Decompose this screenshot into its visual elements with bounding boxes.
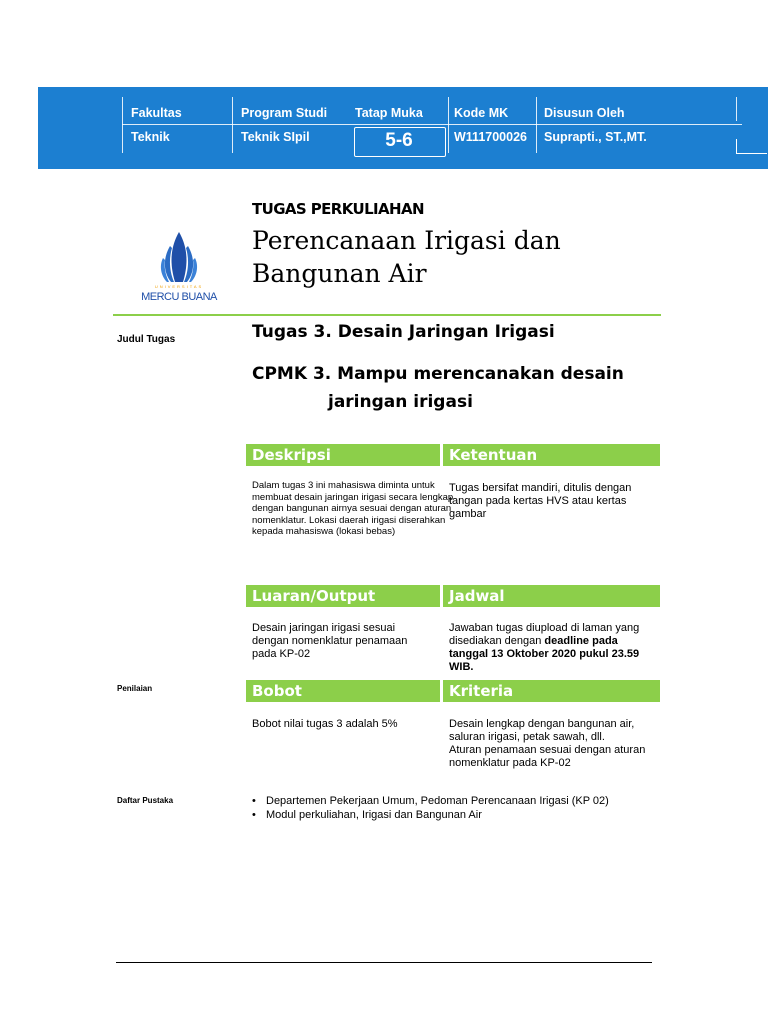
jadwal-header: Jadwal: [443, 585, 660, 607]
header-value-disusun: Suprapti., ST.,MT.: [544, 130, 647, 144]
header-label-fakultas: Fakultas: [131, 106, 182, 120]
header-label-tatap-muka: Tatap Muka: [355, 106, 423, 120]
jadwal-text: [449, 622, 659, 674]
kriteria-text-2: Aturan penamaan sesuai dengan aturan nomenklatur pada KP-02: [449, 744, 646, 769]
divider: [536, 97, 537, 153]
luaran-text: Desain jaringan irigasi sesuai dengan nomenklatur penamaan pada KP-02: [252, 622, 408, 660]
assignment-title: Tugas 3. Desain Jaringan Irigasi: [252, 322, 555, 342]
course-title: Perencanaan Irigasi dan Bangunan Air: [252, 226, 561, 288]
header-value-kode-mk: W111700026: [454, 130, 527, 144]
pustaka-label: Daftar Pustaka: [117, 796, 174, 805]
header-label-kode-mk: Kode MK: [454, 106, 509, 120]
ketentuan-header: Ketentuan: [443, 444, 660, 466]
pustaka-item: • Departemen Pekerjaan Umum, Pedoman Perencanaan Irigasi (KP 02): [252, 795, 609, 807]
university-logo: [131, 228, 227, 306]
header-label-prodi: Program Studi: [241, 106, 328, 120]
bobot-text: Bobot nilai tugas 3 adalah 5%: [252, 718, 398, 730]
corner-mark: [736, 139, 767, 154]
judul-label: Judul Tugas: [117, 334, 176, 345]
footer-rule: [116, 962, 652, 963]
svg-text:UNIVERSITAS: UNIVERSITAS: [154, 284, 204, 289]
document-kicker: TUGAS PERKULIAHAN: [252, 200, 424, 218]
cpmk-line2: jaringan irigasi: [328, 392, 473, 412]
kriteria-text-1: Desain lengkap dengan bangunan air, saluran irigasi, petak sawah, dll.: [449, 718, 635, 743]
divider: [113, 314, 661, 316]
deskripsi-header: Deskripsi: [246, 444, 440, 466]
jadwal-deadline: deadline pada tanggal 13 Oktober 2020 pukul 23.59 WIB.: [449, 635, 640, 673]
header-value-tatap-muka: 5-6: [354, 127, 444, 155]
divider: [122, 97, 123, 153]
header-value-prodi: Teknik SIpil: [241, 130, 310, 144]
bobot-header: Bobot: [246, 680, 440, 702]
pustaka-item-text: Departemen Pekerjaan Umum, Pedoman Perencanaan Irigasi (KP 02): [266, 795, 609, 807]
tatap-muka-box: [354, 127, 446, 157]
cpmk: [252, 360, 672, 416]
deskripsi-text: Dalam tugas 3 ini mahasiswa diminta untuk membuat desain jaringan irigasi secara lengkap dengan bangunan airnya sesuai dengan aturan nomenklatur. Lokasi daerah irigasi diserahkan kepada mahasiswa (lokasi bebas): [252, 480, 454, 537]
divider: [448, 97, 449, 153]
divider: [122, 124, 742, 125]
cpmk-line1: CPMK 3. Mampu merencanakan desain: [252, 364, 624, 384]
divider: [736, 97, 737, 121]
kriteria-header: Kriteria: [443, 680, 660, 702]
kriteria-text: [449, 718, 659, 770]
header-label-disusun: Disusun Oleh: [544, 106, 625, 120]
pustaka-item: • Modul perkuliahan, Irigasi dan Bangunan Air: [252, 809, 482, 821]
jadwal-text-plain: Jawaban tugas diupload di laman yang disediakan dengan: [449, 622, 640, 647]
pustaka-item-text: Modul perkuliahan, Irigasi dan Bangunan Air: [266, 809, 482, 821]
penilaian-label: Penilaian: [117, 684, 153, 693]
ketentuan-text: Tugas bersifat mandiri, ditulis dengan tangan pada kertas HVS atau kertas gambar: [449, 482, 632, 520]
luaran-header: Luaran/Output: [246, 585, 440, 607]
svg-text:MERCU BUANA: MERCU BUANA: [141, 291, 217, 303]
divider: [232, 97, 233, 153]
header-band: [38, 87, 768, 169]
header-value-fakultas: Teknik: [131, 130, 170, 144]
